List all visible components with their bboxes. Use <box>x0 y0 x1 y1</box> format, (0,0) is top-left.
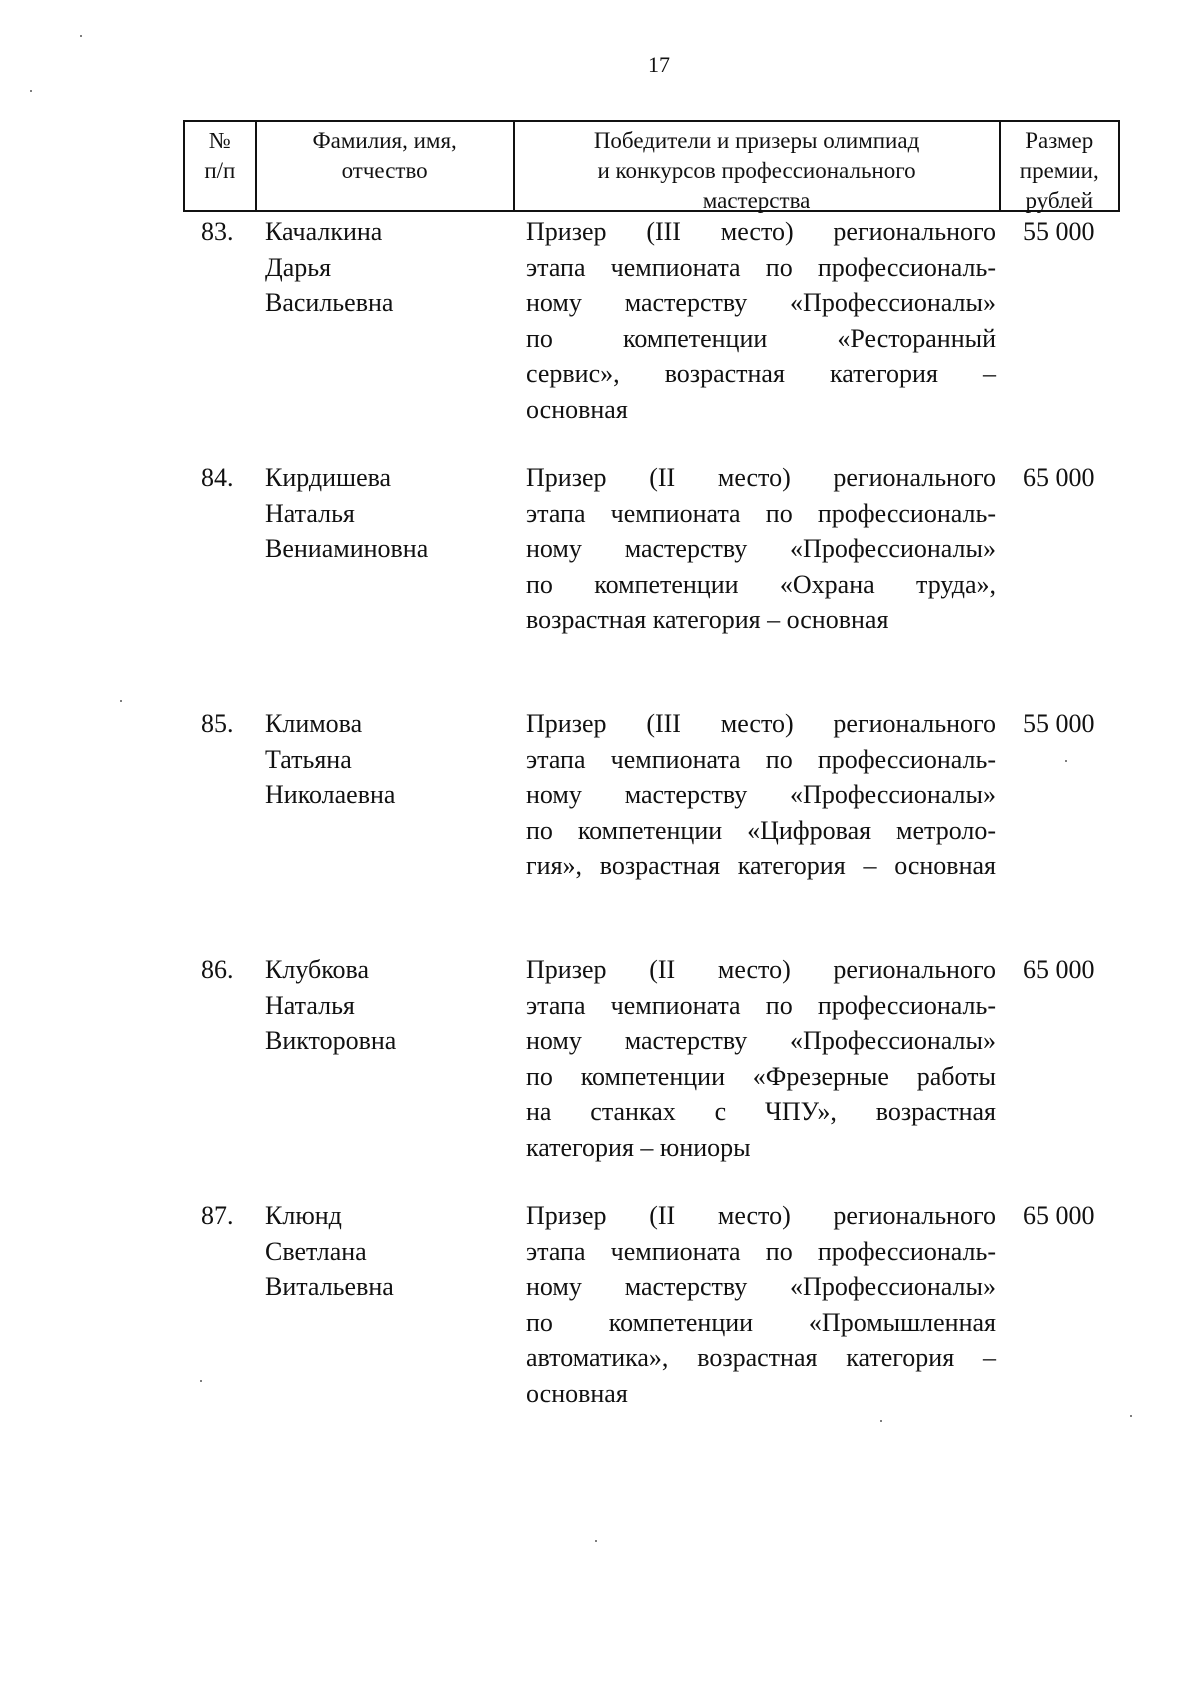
header-text: № <box>208 128 231 153</box>
description-line: Призер (II место) регионального <box>526 463 996 492</box>
description-line: ному мастерству «Профессионалы» <box>526 1026 996 1055</box>
scan-speck <box>120 700 122 702</box>
description-line: по компетенции «Охрана труда», <box>526 569 996 599</box>
description-line: основная <box>526 394 628 424</box>
description-line: по компетенции «Промышленная <box>526 1307 996 1337</box>
scan-speck <box>595 1540 597 1542</box>
row-name <box>265 1198 515 1305</box>
header-text: премии, <box>1019 158 1099 183</box>
description-line: ному мастерству «Профессионалы» <box>526 534 996 563</box>
scan-speck <box>1130 1415 1132 1417</box>
row-description <box>526 1198 996 1411</box>
page-number: 17 <box>648 52 670 77</box>
description-line: возрастная категория – основная <box>526 605 889 634</box>
description-line: основная <box>526 1378 628 1408</box>
patronymic: Вениаминовна <box>265 534 429 563</box>
row-name <box>265 952 515 1059</box>
description-line: категория – юниоры <box>526 1132 751 1162</box>
header-text: отчество <box>341 158 428 183</box>
row-number: 87. <box>201 1201 234 1230</box>
table-header <box>183 120 1120 212</box>
description-line: Призер (II место) регионального <box>526 955 996 984</box>
row-prize: 65 000 <box>1023 1201 1095 1230</box>
description-line: по компетенции «Фрезерные работы <box>526 1061 996 1091</box>
description-line: этапа чемпионата по профессиональ- <box>526 990 996 1020</box>
header-text: и конкурсов профессионального <box>597 158 916 183</box>
first-name: Наталья <box>265 498 355 528</box>
first-name: Татьяна <box>265 744 352 774</box>
header-text: п/п <box>204 158 236 183</box>
surname: Клюнд <box>265 1201 342 1230</box>
description-line: ному мастерству «Профессионалы» <box>526 1272 996 1301</box>
row-prize: 55 000 <box>1023 217 1095 246</box>
header-prize-column <box>1001 122 1119 213</box>
patronymic: Васильевна <box>265 288 394 317</box>
header-number-column <box>185 122 257 210</box>
header-description-column <box>515 122 1001 213</box>
surname: Клубкова <box>265 955 369 984</box>
scan-speck <box>80 35 82 37</box>
description-line: этапа чемпионата по профессиональ- <box>526 744 996 774</box>
row-description <box>526 460 996 638</box>
description-line: Призер (III место) регионального <box>526 709 996 738</box>
header-text: Размер <box>1025 128 1094 153</box>
surname: Климова <box>265 709 363 738</box>
scan-speck <box>200 1380 202 1382</box>
scan-speck <box>30 90 32 92</box>
surname: Кирдишева <box>265 463 392 492</box>
description-line: на станках с ЧПУ», возрастная <box>526 1097 996 1126</box>
header-text: Фамилия, имя, <box>312 128 457 153</box>
row-description <box>526 952 996 1165</box>
row-number: 85. <box>201 709 234 738</box>
header-text: Победители и призеры олимпиад <box>593 128 920 153</box>
description-line: Призер (II место) регионального <box>526 1201 996 1230</box>
row-prize: 55 000 <box>1023 709 1095 738</box>
first-name: Дарья <box>265 252 332 282</box>
first-name: Светлана <box>265 1236 367 1266</box>
row-number: 86. <box>201 955 234 984</box>
row-name <box>265 214 515 321</box>
description-line: ному мастерству «Профессионалы» <box>526 780 996 809</box>
header-text: мастерства <box>702 188 811 213</box>
surname: Качалкина <box>265 217 383 246</box>
row-number: 83. <box>201 217 234 246</box>
description-line: сервис», возрастная категория – <box>526 359 996 388</box>
description-line: этапа чемпионата по профессиональ- <box>526 1236 996 1266</box>
row-name <box>265 460 515 567</box>
row-prize: 65 000 <box>1023 463 1095 492</box>
scan-speck <box>880 1420 882 1422</box>
scan-speck <box>1065 760 1067 762</box>
description-line: гия», возрастная категория – основная <box>526 851 996 880</box>
row-prize: 65 000 <box>1023 955 1095 984</box>
description-line: этапа чемпионата по профессиональ- <box>526 498 996 528</box>
description-line: по компетенции «Цифровая метроло- <box>526 815 996 845</box>
row-description <box>526 214 996 427</box>
header-name-column <box>257 122 515 210</box>
first-name: Наталья <box>265 990 355 1020</box>
patronymic: Витальевна <box>265 1272 394 1301</box>
description-line: этапа чемпионата по профессиональ- <box>526 252 996 282</box>
row-name <box>265 706 515 813</box>
description-line: по компетенции «Ресторанный <box>526 323 996 353</box>
description-line: Призер (III место) регионального <box>526 217 996 246</box>
patronymic: Викторовна <box>265 1026 397 1055</box>
header-text: рублей <box>1025 188 1094 213</box>
patronymic: Николаевна <box>265 780 396 809</box>
row-number: 84. <box>201 463 234 492</box>
description-line: автоматика», возрастная категория – <box>526 1343 996 1372</box>
description-line: ному мастерству «Профессионалы» <box>526 288 996 317</box>
row-description <box>526 706 996 884</box>
